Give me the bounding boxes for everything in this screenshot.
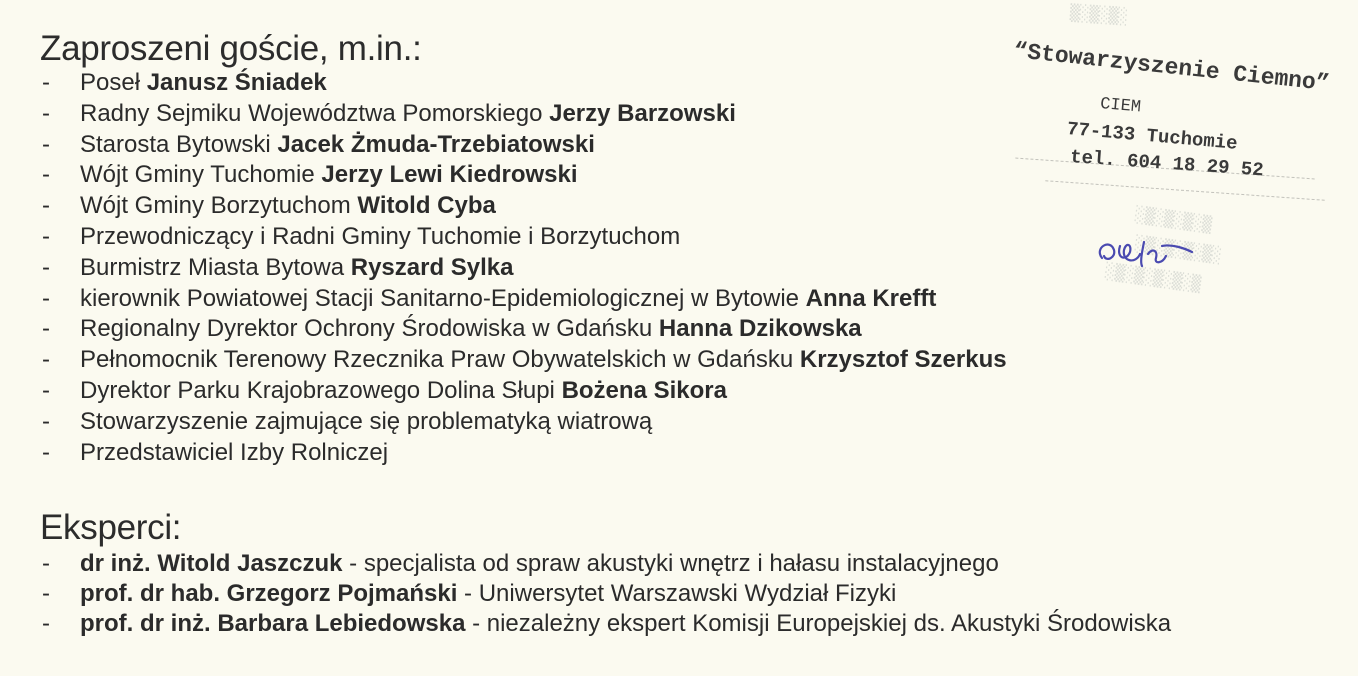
list-item (40, 160, 1007, 191)
list-item (40, 345, 1007, 376)
list-item (40, 222, 1007, 253)
guest-name: Witold Cyba (357, 192, 496, 220)
expert-name: prof. dr hab. Grzegorz Pojmański (80, 580, 458, 607)
guest-role: Regionalny Dyrektor Ochrony Środowiska w Gdańsku (80, 315, 659, 343)
guest-role: Pełnomocnik Terenowy Rzecznika Praw Obywatelskich w Gdańsku (80, 346, 800, 374)
guest-name: Jerzy Lewi Kiedrowski (321, 161, 578, 189)
list-item (40, 407, 1007, 438)
guests-list (40, 68, 1007, 468)
stamp-ghost-impression: ░▒░▒░▒░▒ (1134, 204, 1214, 235)
list-item (40, 376, 1007, 407)
list-item (40, 99, 1007, 130)
guest-role: Stowarzyszenie zajmujące się problematyką wiatrową (80, 407, 653, 435)
stamp-ghost-impression: ░▒░▒░▒░▒░ (1134, 234, 1223, 265)
stamp-ghost-impression: ░▒░▒░▒░▒░▒ (1104, 261, 1203, 294)
guest-name: Krzysztof Szerkus (799, 346, 1007, 374)
list-item (40, 438, 1007, 469)
guest-name: Bożena Sikora (561, 376, 727, 404)
list-item (40, 191, 1007, 222)
guest-role: Przedstawiciel Izby Rolniczej (80, 438, 389, 466)
association-stamp (985, 0, 1358, 330)
list-item (40, 130, 1007, 161)
experts-list (40, 549, 1171, 639)
stamp-city: 77-133 Tuchomie (1066, 118, 1239, 155)
guests-heading: Zaproszeni goście, m.in.: (40, 29, 422, 68)
guest-role: Dyrektor Parku Krajobrazowego Dolina Słupi (80, 376, 562, 404)
guest-name: Ryszard Sylka (350, 253, 514, 281)
guest-name: Janusz Śniadek (146, 69, 327, 96)
guest-role: Wójt Gminy Borzytuchom (80, 192, 358, 220)
stamp-association-name: “Stowarzyszenie Ciemno” (1012, 38, 1331, 98)
guest-role: Przewodniczący i Radni Gminy Tuchomie i Borzytuchom (80, 222, 681, 250)
guest-name: Hanna Dzikowska (658, 315, 862, 343)
expert-name: prof. dr inż. Barbara Lebiedowska (80, 610, 466, 637)
stamp-ghost-impression: ▒░▒░▒░ (1069, 3, 1129, 26)
guest-role: Radny Sejmiku Województwa Pomorskiego (80, 99, 550, 127)
list-item (40, 609, 1171, 639)
stamp-phone: tel. 604 18 29 52 (1069, 146, 1265, 182)
list-item (40, 68, 1007, 99)
list-item (40, 549, 1171, 579)
list-item (40, 253, 1007, 284)
signature-scribble (1092, 228, 1202, 278)
guest-role: Starosta Bytowski (80, 130, 278, 158)
guest-role: Burmistrz Miasta Bytowa (80, 253, 351, 281)
stamp-place: CIEM (1099, 95, 1142, 118)
guest-name: Jacek Żmuda-Trzebiatowski (277, 130, 595, 158)
list-item (40, 314, 1007, 345)
stamp-dotted-line (1015, 158, 1314, 180)
expert-name: dr inż. Witold Jaszczuk (80, 550, 343, 577)
experts-heading: Eksperci: (40, 508, 182, 547)
guest-role: Poseł (80, 69, 147, 96)
guest-role: kierownik Powiatowej Stacji Sanitarno-Epidemiologicznej w Bytowie (80, 284, 806, 312)
expert-description: - niezależny ekspert Komisji Europejskiej ds. Akustyki Środowiska (465, 610, 1172, 637)
expert-description: - specjalista od spraw akustyki wnętrz i hałasu instalacyjnego (342, 550, 999, 577)
expert-description: - Uniwersytet Warszawski Wydział Fizyki (457, 580, 897, 607)
guest-name: Anna Krefft (805, 284, 937, 312)
list-item (40, 579, 1171, 609)
stamp-dotted-line (1045, 180, 1324, 201)
guest-role: Wójt Gminy Tuchomie (80, 161, 322, 189)
list-item (40, 284, 1007, 315)
guest-name: Jerzy Barzowski (549, 99, 736, 127)
